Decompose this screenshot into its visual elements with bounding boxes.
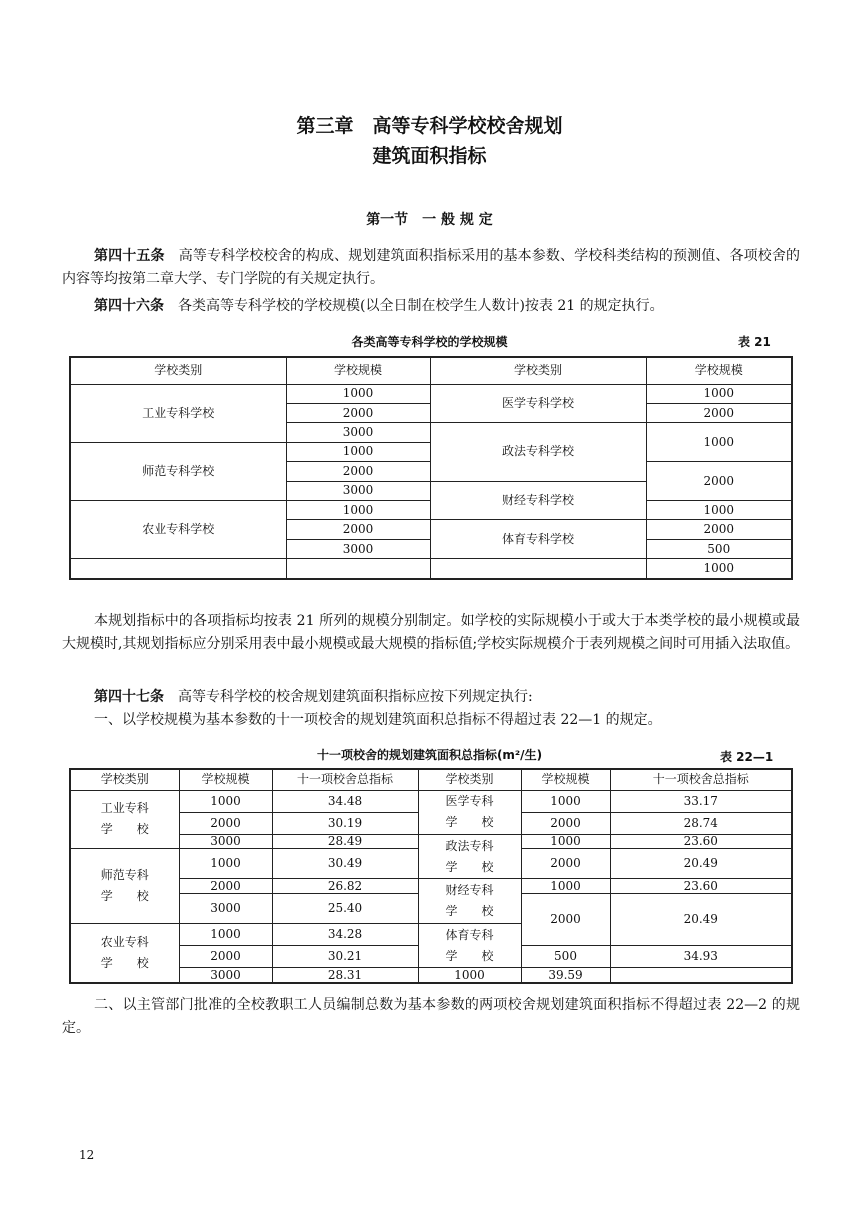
table-21	[69, 356, 793, 580]
table-22-header-cell: 学校类别	[70, 769, 179, 790]
table-21-category: 工业专科学校	[70, 384, 286, 442]
table-22-total: 23.60	[610, 879, 792, 893]
category-line: 师范专科	[100, 868, 149, 883]
table-21-spacer	[286, 559, 430, 579]
table-21-size: 3000	[286, 539, 430, 558]
table-22-number	[720, 746, 773, 765]
table-row	[70, 384, 792, 403]
table-21-size: 1000	[646, 559, 792, 579]
table-22-total: 28.31	[272, 968, 418, 983]
table-21-size: 3000	[286, 423, 430, 442]
table-row	[70, 834, 792, 848]
article-46	[62, 295, 800, 318]
table-21-category: 师范专科学校	[70, 442, 286, 500]
table-22-total: 34.93	[610, 946, 792, 968]
table-22-size: 3000	[179, 893, 272, 923]
table-22-size: 3000	[179, 834, 272, 848]
table-22-size: 500	[521, 946, 610, 968]
table-22-total: 23.60	[610, 834, 792, 848]
table-21-size: 2000	[646, 520, 792, 539]
table-21-spacer	[430, 559, 646, 579]
table-21-size: 2000	[646, 462, 792, 501]
article-45	[62, 245, 800, 291]
section-title: 第一节 一 般 规 定	[366, 212, 493, 228]
chapter-title-line1: 第三章 高等专科学校校舍规划	[296, 115, 563, 137]
table-22-size: 1000	[521, 834, 610, 848]
table-21-size: 2000	[646, 403, 792, 422]
table-22-category	[418, 790, 521, 834]
table-22-total: 20.49	[610, 893, 792, 945]
table-21-category: 财经专科学校	[430, 481, 646, 520]
table-row	[70, 879, 792, 893]
table-22-header-cell: 学校规模	[521, 769, 610, 790]
table-22-size: 2000	[521, 893, 610, 945]
table-22-size: 2000	[521, 849, 610, 879]
table-22-size: 3000	[179, 968, 272, 983]
table-21-size: 1000	[646, 423, 792, 462]
table-21-header-cell: 学校类别	[70, 357, 286, 384]
table-22-size: 1000	[179, 923, 272, 945]
table-22-total: 33.17	[610, 790, 792, 812]
table-21-spacer	[70, 559, 286, 579]
table-21-category: 医学专科学校	[430, 384, 646, 423]
table-22-category	[418, 879, 521, 923]
table-22-total: 25.40	[272, 893, 418, 923]
table-21-caption: 各类高等专科学校的学校规模	[351, 335, 508, 349]
table-22-category	[70, 790, 179, 849]
table-22-total: 34.48	[272, 790, 418, 812]
table-21-size: 1000	[286, 501, 430, 520]
table-22-total: 30.21	[272, 946, 418, 968]
table-22-header-cell: 学校类别	[418, 769, 521, 790]
item-1: 一、以学校规模为基本参数的十一项校舍的规划建筑面积总指标不得超过表 22—1 的规定。	[94, 712, 662, 728]
category-line: 学 校	[100, 955, 149, 970]
table-21-number	[738, 333, 771, 350]
article-45-lead: 第四十五条	[94, 248, 165, 264]
table-21-size: 500	[646, 539, 792, 558]
table-22-total: 20.49	[610, 849, 792, 879]
table-21-size: 1000	[646, 384, 792, 403]
chapter-title	[0, 111, 859, 171]
table-22-size: 1000	[521, 790, 610, 812]
table-21-category: 体育专科学校	[430, 520, 646, 559]
table-22-1	[69, 768, 793, 984]
table-22-header-cell: 十一项校舍总指标	[272, 769, 418, 790]
category-line: 学 校	[445, 859, 494, 874]
category-line: 财经专科	[445, 883, 494, 898]
item-2: 二、以主管部门批准的全校教职工人员编制总数为基本参数的两项校舍规划建筑面积指标不得超过表 22—2 的规定。	[62, 997, 800, 1036]
table-22-header-cell: 学校规模	[179, 769, 272, 790]
category-line: 学 校	[445, 815, 494, 830]
category-line: 医学专科	[445, 794, 494, 809]
table-21-size: 2000	[286, 520, 430, 539]
table-21-header-cell: 学校规模	[646, 357, 792, 384]
table-22-size: 1000	[418, 968, 521, 983]
table-22-total: 39.59	[521, 968, 610, 983]
category-line: 学 校	[445, 904, 494, 919]
article-47-lead: 第四十七条	[94, 689, 164, 705]
table-21-size: 1000	[646, 501, 792, 520]
table-22-number-text: 表 22—1	[720, 750, 774, 764]
category-line: 体育专科	[445, 927, 494, 942]
article-46-lead: 第四十六条	[94, 298, 164, 314]
scale-paragraph: 本规划指标中的各项指标均按表 21 所列的规模分别制定。如学校的实际规模小于或大于本类学校的最小规模或最大规模时,其规划指标应分别采用表中最小规模或最大规模的指标值;学校实际规模介于表列规模之间时可用插入法取值。	[62, 613, 800, 652]
table-22-total: 28.74	[610, 812, 792, 834]
table-22-total: 34.28	[272, 923, 418, 945]
table-22-total: 26.82	[272, 879, 418, 893]
table-22-header-cell: 十一项校舍总指标	[610, 769, 792, 790]
table-22-size: 2000	[179, 812, 272, 834]
category-line: 学 校	[100, 822, 149, 837]
table-21-category: 农业专科学校	[70, 501, 286, 559]
table-21-size: 1000	[286, 442, 430, 461]
table-21-size: 3000	[286, 481, 430, 500]
table-22-category	[418, 923, 521, 967]
table-21-header-cell: 学校类别	[430, 357, 646, 384]
table-22-category	[70, 849, 179, 923]
table-row	[70, 790, 792, 812]
category-line: 学 校	[100, 889, 149, 904]
table-22-total: 28.49	[272, 834, 418, 848]
table-21-category: 政法专科学校	[430, 423, 646, 481]
table-22-size: 1000	[179, 790, 272, 812]
category-line: 工业专科	[100, 801, 149, 816]
page-number: 12	[79, 1148, 95, 1162]
table-22-size: 2000	[521, 812, 610, 834]
article-47-text: 高等专科学校的校舍规划建筑面积指标应按下列规定执行:	[164, 689, 533, 705]
table-22-category	[70, 923, 179, 983]
table-22-category	[418, 834, 521, 878]
table-21-header-row	[70, 357, 792, 384]
article-47	[62, 686, 800, 709]
category-line: 农业专科	[100, 934, 149, 949]
table-21-size: 2000	[286, 403, 430, 422]
table-row	[70, 559, 792, 579]
table-21-size: 1000	[286, 384, 430, 403]
chapter-title-line2: 建筑面积指标	[372, 145, 487, 167]
article-45-text: 高等专科学校校舍的构成、规划建筑面积指标采用的基本参数、学校科类结构的预测值、各项校舍的内容等均按第二章大学、专门学院的有关规定执行。	[62, 248, 801, 287]
category-line: 政法专科	[445, 838, 494, 853]
table-22-size: 2000	[179, 946, 272, 968]
table-22-header-row	[70, 769, 792, 790]
table-22-total: 30.49	[272, 849, 418, 879]
table-21-header-cell: 学校规模	[286, 357, 430, 384]
article-46-text: 各类高等专科学校的学校规模(以全日制在校学生人数计)按表 21 的规定执行。	[164, 298, 664, 314]
table-22-size: 2000	[179, 879, 272, 893]
table-21-size: 2000	[286, 462, 430, 481]
table-22-size: 1000	[521, 879, 610, 893]
table-22-total: 30.19	[272, 812, 418, 834]
table-row	[70, 968, 792, 983]
table-22-size: 1000	[179, 849, 272, 879]
category-line: 学 校	[445, 948, 494, 963]
table-21-number-text: 表 21	[738, 335, 771, 349]
table-22-caption: 十一项校舍的规划建筑面积总指标(m²/生)	[316, 748, 543, 762]
